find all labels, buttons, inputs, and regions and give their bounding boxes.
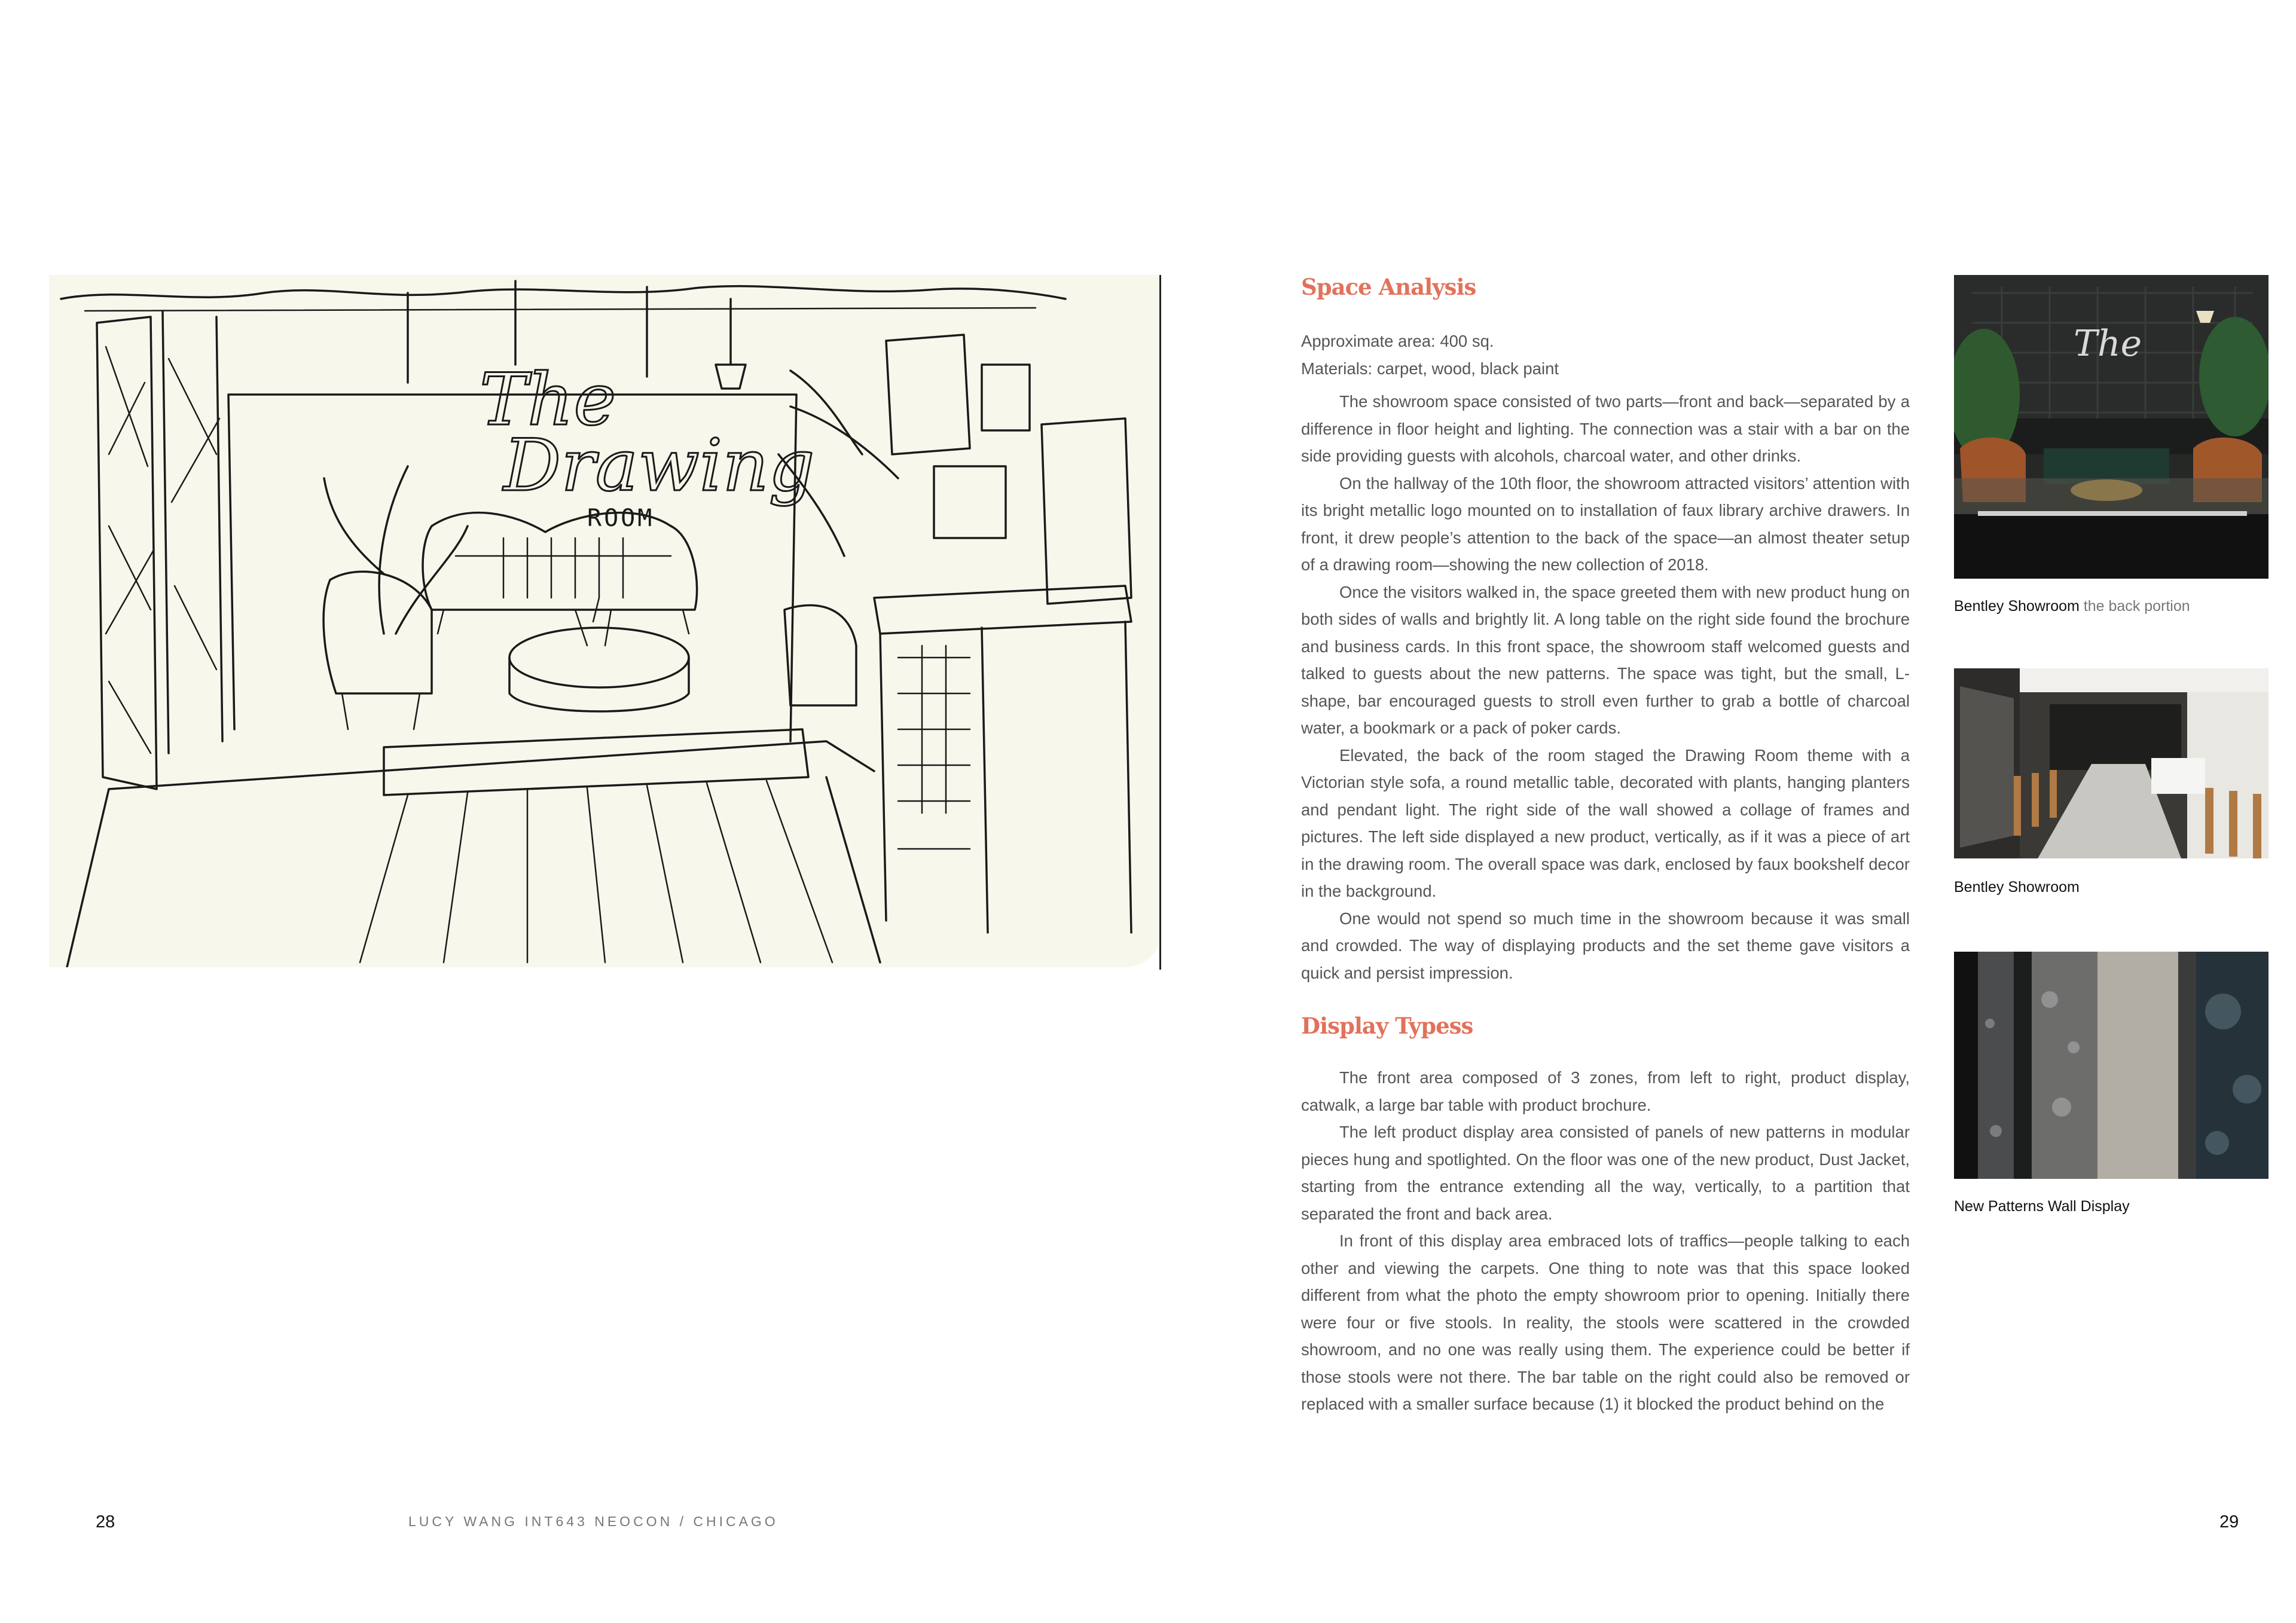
running-head: LUCY WANG INT643 NEOCON / CHICAGO [408, 1514, 778, 1529]
sketch-logo-the: The [480, 359, 616, 442]
paragraph: Elevated, the back of the room staged the Drawing Room theme with a Victorian style sofa, a round metallic table, decorated with plants, hanging planters and pendant light. The right side of the wall showed a collage of frames and pictures. The left side displayed a new product, vertically, as if it was a piece of art in the drawing room. The overall space was dark, enclosed by faux bookshelf decor in the background. [1301, 745, 1910, 900]
area-line: Approximate area: 400 sq. [1301, 332, 1494, 350]
paragraph: In front of this display area embraced lots of traffics—people talking to each other and viewing the carpets. One thing to note was that this space looked different from what the photo the empty showroom prior to opening. Initially there were four or five stools. In reality, the stools were scattered in the crowded showroom, and no one was really using them. The experience could be better if those stools were not there. The bar table on the right could also be removed or replaced with a smaller surface because (1) it blocked the product behind on the [1301, 1231, 1910, 1413]
page-number-left: 28 [96, 1512, 115, 1532]
caption-subtitle: the back portion [2079, 598, 2190, 615]
showroom-sketch [49, 275, 1161, 967]
display-types-heading: Display Typess [1301, 1013, 1473, 1039]
sketch-drawing [49, 275, 1161, 967]
caption-patterns-wall: New Patterns Wall Display [1954, 1198, 2130, 1215]
paragraph: The left product display area consisted of panels of new patterns in modular pieces hung and spotlighted. On the floor was one of the new product, Dust Jacket, starting from the entrance extending all the way, vertically, to a partition that separated the front and back area. [1301, 1123, 1910, 1223]
svg-text:The: The [2074, 323, 2142, 365]
photo-patterns-wall [1954, 952, 2268, 1179]
article-column [1301, 270, 1910, 1418]
paragraph: Once the visitors walked in, the space greeted them with new product hung on both sides of walls and brightly lit. A long table on the right side found the brochure and business cards. In this front space, the showroom staff welcomed guests and talked to guests about the new patterns. The space was tight, but the small, L-shape, bar encouraged guests to stroll even further to grab a bottle of charcoal water, a bookmark or a pack of poker cards. [1301, 582, 1910, 737]
caption-back-portion [1954, 598, 2190, 615]
space-analysis-body [1301, 388, 1910, 986]
paragraph: The front area composed of 3 zones, from left to right, product display, catwalk, a large bar table with product brochure. [1301, 1068, 1910, 1114]
sketch-logo-drawing: Drawing [503, 424, 815, 508]
caption-title: Bentley Showroom [1954, 598, 2080, 615]
materials-line: Materials: carpet, wood, black paint [1301, 359, 1559, 378]
paragraph: The showroom space consisted of two parts—front and back—separated by a difference in floor height and lighting. The connection was a stair with a bar on the side providing guests with alcohols, charcoal water, and other drinks. [1301, 392, 1910, 465]
paragraph: One would not spend so much time in the showroom because it was small and crowded. The way of displaying products and the set theme gave visitors a quick and persist impression. [1301, 909, 1910, 982]
display-types-body [1301, 1064, 1910, 1418]
space-specs [1301, 328, 1910, 382]
caption-showroom: Bentley Showroom [1954, 879, 2080, 895]
sketch-logo-room: ROOM [587, 505, 655, 532]
space-analysis-heading: Space Analysis [1301, 274, 1476, 300]
photo-back-portion [1954, 275, 2268, 579]
page-number-right: 29 [2219, 1512, 2239, 1532]
photo-showroom [1954, 668, 2268, 858]
paragraph: On the hallway of the 10th floor, the showroom attracted visitors’ attention with its bright metallic logo mounted on to installation of faux library archive drawers. In front, it drew people’s attention to the back of the space—an almost theater setup of a drawing room—showing the new collection of 2018. [1301, 473, 1910, 574]
sketch-edge-line [1159, 275, 1161, 970]
